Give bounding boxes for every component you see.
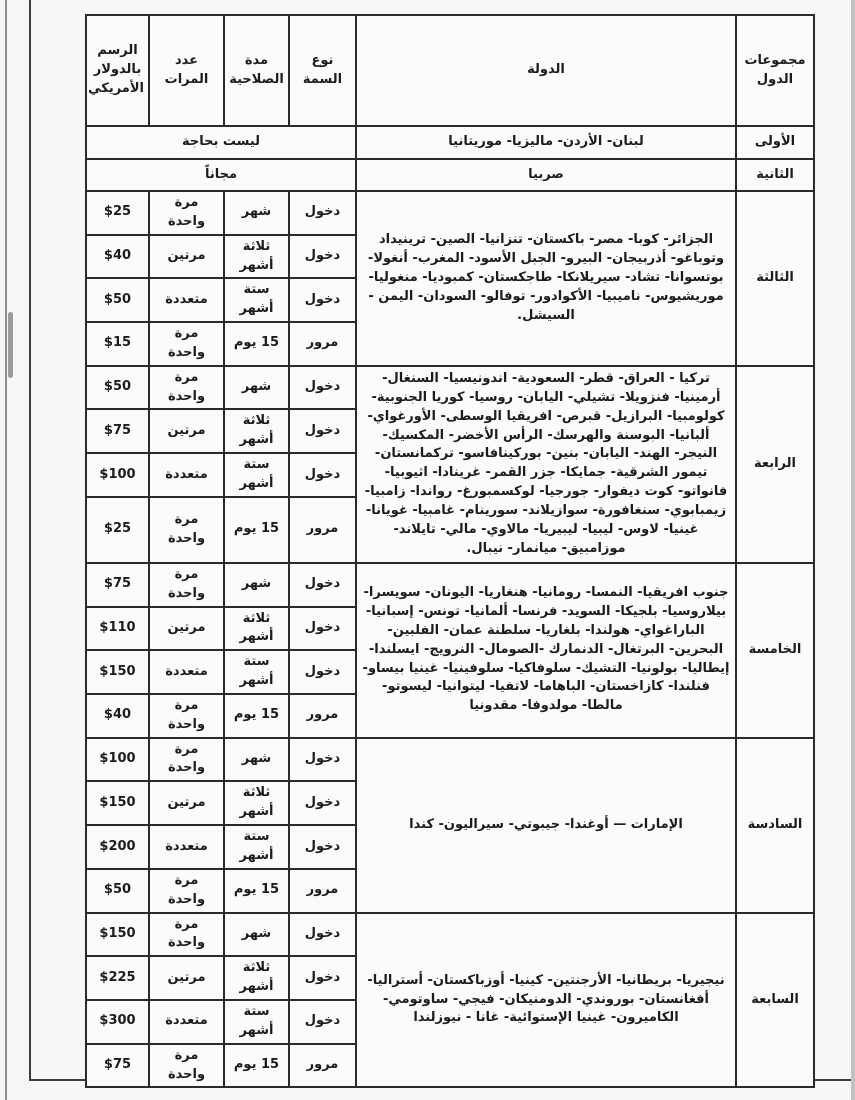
times-cell: متعددة bbox=[149, 453, 224, 497]
visa-fees-table bbox=[85, 14, 815, 1088]
fee-cell: $25 bbox=[86, 191, 149, 235]
validity-cell: ثلاثة أشهر bbox=[224, 781, 289, 825]
table-row bbox=[86, 126, 814, 159]
header-row bbox=[86, 15, 814, 126]
visa-type-cell: دخول bbox=[289, 738, 356, 782]
table-row bbox=[86, 563, 814, 607]
visa-type-cell: مرور bbox=[289, 694, 356, 738]
note-cell: مجاناً bbox=[86, 159, 356, 191]
visa-type-cell: مرور bbox=[289, 869, 356, 913]
fee-cell: $50 bbox=[86, 366, 149, 410]
visa-type-cell: دخول bbox=[289, 409, 356, 453]
validity-cell: شهر bbox=[224, 738, 289, 782]
times-cell: متعددة bbox=[149, 1000, 224, 1044]
group-name-cell: الثانية bbox=[736, 159, 814, 191]
group-name-cell: الثالثة bbox=[736, 191, 814, 366]
photo-edge-line bbox=[5, 0, 7, 1100]
page-frame-left-line bbox=[29, 0, 31, 1080]
visa-type-cell: دخول bbox=[289, 453, 356, 497]
fee-cell: $50 bbox=[86, 278, 149, 322]
fee-cell: $150 bbox=[86, 913, 149, 957]
group-name-cell: السادسة bbox=[736, 738, 814, 913]
visa-type-cell: دخول bbox=[289, 278, 356, 322]
countries-cell: لبنان- الأردن- ماليزيا- موريتانيا bbox=[356, 126, 736, 159]
countries-cell: تركيا - العراق- قطر- السعودية- اندونيسيا- السنغال- أرمينيا- فنزويلا- تشيلي- اليابان- روسيا- كوريا الجنوبية- كولومبيا- البرازيل- قبرص- افريقيا الوسطى- الأورغواي- ألبانيا- البوسنة والهرسك- الرأس الأخضر- المكسيك- النيجر- الهند- اليابان- بنين- بوركينافاسو- تركمانستان- تيمور الشرقية- جمايكا- جزر القمر- غرينادا- اثيوبيا- فانواتو- كوت ديفوار- جورجيا- لوكسمبورغ- رواندا- زامبيا- زيمبابوي- سنغافورة- سوازيلاند- سورينام- غامبيا- غويانا- غينيا- لاوس- ليبيا- ليبيريا- مالاوي- مالي- تايلاند- موزامبيق- ميانمار- نيبال. bbox=[356, 366, 736, 563]
fee-cell: $75 bbox=[86, 563, 149, 607]
visa-type-cell: دخول bbox=[289, 607, 356, 651]
visa-type-cell: دخول bbox=[289, 913, 356, 957]
table-row bbox=[86, 738, 814, 782]
fee-cell: $225 bbox=[86, 956, 149, 1000]
validity-cell: ستة أشهر bbox=[224, 650, 289, 694]
header-visa-type: نوع السمة bbox=[289, 15, 356, 126]
fee-cell: $40 bbox=[86, 235, 149, 279]
table-row bbox=[86, 366, 814, 410]
group-name-cell: الخامسة bbox=[736, 563, 814, 738]
times-cell: مرتين bbox=[149, 781, 224, 825]
fee-cell: $100 bbox=[86, 738, 149, 782]
validity-cell: ثلاثة أشهر bbox=[224, 607, 289, 651]
validity-cell: ثلاثة أشهر bbox=[224, 956, 289, 1000]
times-cell: مرة واحدة bbox=[149, 497, 224, 563]
visa-type-cell: دخول bbox=[289, 781, 356, 825]
times-cell: متعددة bbox=[149, 825, 224, 869]
times-cell: مرة واحدة bbox=[149, 1044, 224, 1088]
visa-type-cell: دخول bbox=[289, 235, 356, 279]
validity-cell: 15 يوم bbox=[224, 322, 289, 366]
visa-type-cell: دخول bbox=[289, 956, 356, 1000]
table-row bbox=[86, 913, 814, 957]
times-cell: مرتين bbox=[149, 956, 224, 1000]
times-cell: مرة واحدة bbox=[149, 869, 224, 913]
header-validity: مدة الصلاحية bbox=[224, 15, 289, 126]
fee-cell: $150 bbox=[86, 781, 149, 825]
validity-cell: شهر bbox=[224, 366, 289, 410]
times-cell: مرتين bbox=[149, 607, 224, 651]
table-row bbox=[86, 159, 814, 191]
fee-cell: $300 bbox=[86, 1000, 149, 1044]
times-cell: متعددة bbox=[149, 278, 224, 322]
visa-type-cell: دخول bbox=[289, 825, 356, 869]
fee-cell: $150 bbox=[86, 650, 149, 694]
validity-cell: ستة أشهر bbox=[224, 1000, 289, 1044]
times-cell: مرة واحدة bbox=[149, 694, 224, 738]
times-cell: مرة واحدة bbox=[149, 366, 224, 410]
fee-cell: $75 bbox=[86, 1044, 149, 1088]
visa-type-cell: مرور bbox=[289, 1044, 356, 1088]
countries-cell: جنوب افريقيا- النمسا- رومانيا- هنغاريا- اليونان- سويسرا- بيلاروسيا- بلجيكا- السويد- فرنسا- ألمانيا- تونس- إسبانيا- الباراغواي- هولندا- بلغاريا- سلطنة عمان- الفلبين- البحرين- البرتغال- الدنمارك -الصومال- النرويج- ايسلندا- إيطاليا- بولونيا- التشيك- سلوفاكيا- سلوفينيا- غينيا بيساو- فنلندا- كازاخستان- الباهاما- لاتفيا- ليتوانيا- ليسوتو- مالطا- مولدوفا- مقدونيا bbox=[356, 563, 736, 738]
group-name-cell: الرابعة bbox=[736, 366, 814, 563]
visa-type-cell: دخول bbox=[289, 1000, 356, 1044]
visa-type-cell: دخول bbox=[289, 563, 356, 607]
validity-cell: ستة أشهر bbox=[224, 453, 289, 497]
times-cell: مرة واحدة bbox=[149, 563, 224, 607]
photo-edge-shadow bbox=[851, 0, 855, 1100]
visa-type-cell: مرور bbox=[289, 497, 356, 563]
validity-cell: 15 يوم bbox=[224, 694, 289, 738]
times-cell: مرة واحدة bbox=[149, 322, 224, 366]
fee-cell: $200 bbox=[86, 825, 149, 869]
validity-cell: شهر bbox=[224, 913, 289, 957]
validity-cell: شهر bbox=[224, 191, 289, 235]
note-cell: ليست بحاجة bbox=[86, 126, 356, 159]
validity-cell: ثلاثة أشهر bbox=[224, 409, 289, 453]
validity-cell: ثلاثة أشهر bbox=[224, 235, 289, 279]
fee-cell: $40 bbox=[86, 694, 149, 738]
fee-cell: $25 bbox=[86, 497, 149, 563]
table-row bbox=[86, 191, 814, 235]
header-times: عدد المرات bbox=[149, 15, 224, 126]
scan-artifact-bar bbox=[8, 312, 13, 378]
times-cell: متعددة bbox=[149, 650, 224, 694]
header-group: مجموعات الدول bbox=[736, 15, 814, 126]
times-cell: مرة واحدة bbox=[149, 191, 224, 235]
validity-cell: 15 يوم bbox=[224, 869, 289, 913]
fee-cell: $110 bbox=[86, 607, 149, 651]
fee-cell: $75 bbox=[86, 409, 149, 453]
visa-type-cell: دخول bbox=[289, 366, 356, 410]
validity-cell: 15 يوم bbox=[224, 497, 289, 563]
times-cell: مرة واحدة bbox=[149, 913, 224, 957]
visa-type-cell: دخول bbox=[289, 191, 356, 235]
countries-cell: الجزائر- كوبا- مصر- باكستان- تنزانيا- الصين- ترينيداد وتوباغو- أذربيجان- البيرو- الجبل الأسود- المغرب- أنغولا- بوتسوانا- تشاد- سيريلانكا- طاجكستان- كمبوديا- منغوليا- موريشيوس- ناميبيا- الأكوادور- توفالو- السودان- اليمن - السيشل. bbox=[356, 191, 736, 366]
group-name-cell: الأولى bbox=[736, 126, 814, 159]
validity-cell: ستة أشهر bbox=[224, 278, 289, 322]
countries-cell: الإمارات — أوغندا- جيبوتي- سيراليون- كندا bbox=[356, 738, 736, 913]
header-fee: الرسم بالدولار الأمريكي bbox=[86, 15, 149, 126]
validity-cell: شهر bbox=[224, 563, 289, 607]
countries-cell: نيجيريا- بريطانيا- الأرجنتين- كينيا- أوزباكستان- أستراليا- أفغانستان- بوروندي- الدومنيكان- فيجي- ساوتومي- الكاميرون- غينيا الإستوائية- غانا - نيوزلندا bbox=[356, 913, 736, 1088]
visa-type-cell: مرور bbox=[289, 322, 356, 366]
group-name-cell: السابعة bbox=[736, 913, 814, 1088]
visa-type-cell: دخول bbox=[289, 650, 356, 694]
header-country: الدولة bbox=[356, 15, 736, 126]
fee-cell: $50 bbox=[86, 869, 149, 913]
times-cell: مرتين bbox=[149, 409, 224, 453]
times-cell: مرتين bbox=[149, 235, 224, 279]
fee-cell: $15 bbox=[86, 322, 149, 366]
times-cell: مرة واحدة bbox=[149, 738, 224, 782]
countries-cell: صربيا bbox=[356, 159, 736, 191]
fee-cell: $100 bbox=[86, 453, 149, 497]
validity-cell: ستة أشهر bbox=[224, 825, 289, 869]
validity-cell: 15 يوم bbox=[224, 1044, 289, 1088]
